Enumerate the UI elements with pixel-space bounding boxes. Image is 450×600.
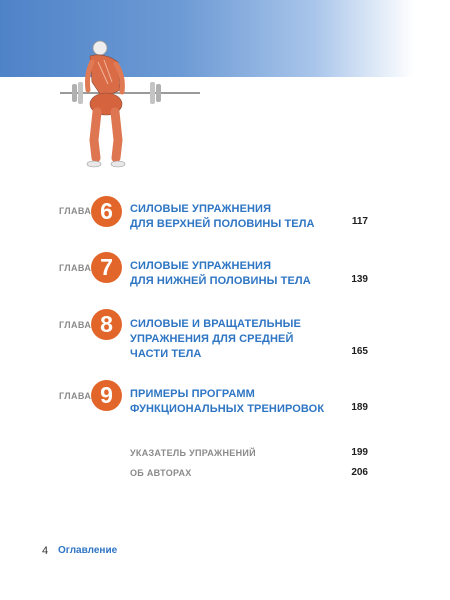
chapter-number-badge: 8 bbox=[91, 309, 122, 340]
chapter-title: СИЛОВЫЕ УПРАЖНЕНИЯ ДЛЯ НИЖНЕЙ ПОЛОВИНЫ ТЕЛА bbox=[130, 260, 311, 287]
chapter-number-badge: 6 bbox=[91, 196, 122, 227]
chapter-number-badge: 7 bbox=[91, 252, 122, 283]
chapter-label: ГЛАВА bbox=[59, 391, 92, 401]
chapter-title: СИЛОВЫЕ И ВРАЩАТЕЛЬНЫЕ УПРАЖНЕНИЯ ДЛЯ СРЕДНЕЙ ЧАСТИ ТЕЛА bbox=[130, 318, 301, 360]
chapter-label: ГЛАВА bbox=[59, 320, 92, 330]
chapter-label: ГЛАВА bbox=[59, 263, 92, 273]
authors-page: 206 bbox=[351, 467, 368, 478]
chapter-page: 165 bbox=[351, 346, 368, 357]
index-page: 199 bbox=[351, 447, 368, 458]
chapter-title: СИЛОВЫЕ УПРАЖНЕНИЯ ДЛЯ ВЕРХНЕЙ ПОЛОВИНЫ ТЕЛА bbox=[130, 203, 315, 230]
chapter-number-badge: 9 bbox=[91, 380, 122, 411]
authors-label: ОБ АВТОРАХ bbox=[130, 468, 192, 478]
page-number: 4 bbox=[42, 545, 49, 557]
chapter-page: 189 bbox=[351, 402, 368, 413]
chapter-page: 117 bbox=[351, 216, 368, 227]
section-label: Оглавление bbox=[58, 545, 118, 556]
index-label: УКАЗАТЕЛЬ УПРАЖНЕНИЙ bbox=[130, 448, 256, 458]
chapter-label: ГЛАВА bbox=[59, 206, 92, 216]
chapter-page: 139 bbox=[351, 274, 368, 285]
deadlift-illustration bbox=[60, 40, 200, 170]
chapter-title: ПРИМЕРЫ ПРОГРАММ ФУНКЦИОНАЛЬНЫХ ТРЕНИРОВОК bbox=[130, 388, 325, 415]
